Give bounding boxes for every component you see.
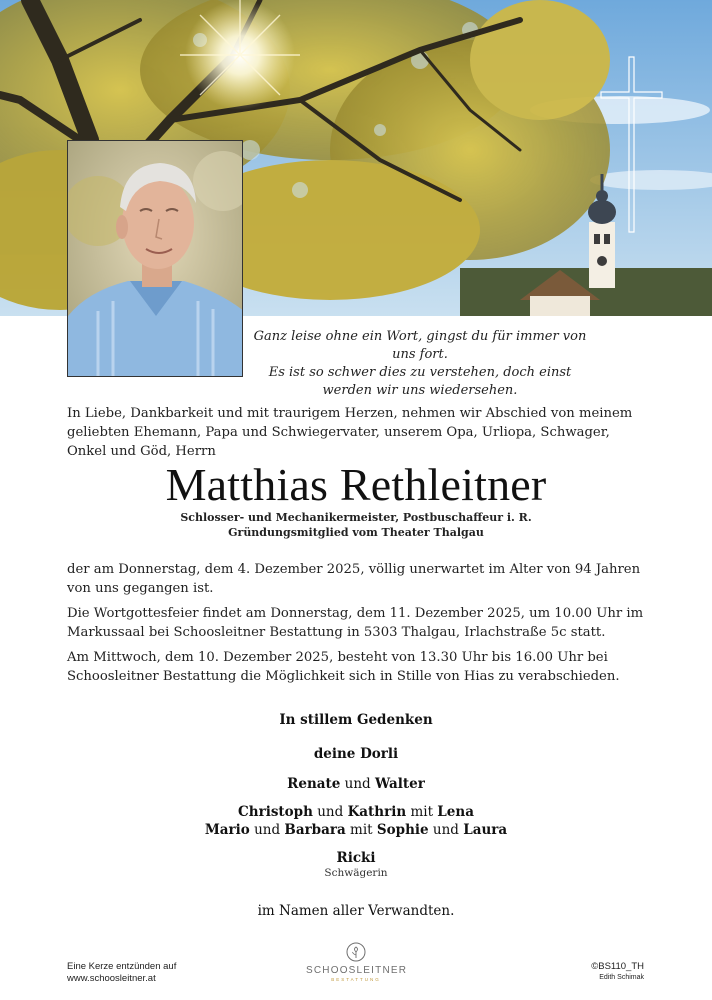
mourners-heading: In stillem Gedenken [279,712,433,728]
conjunction: mit [410,804,433,820]
mourner-line [0,803,712,822]
intro-text: In Liebe, Dankbarkeit und mit traurigem Herzen, nehmen wir Abschied von meinem geliebten Ehemann, Papa und Schwiegervater, unserem Opa, Urliopa, Schwager, Onkel und Göd, Herrn [67,406,633,459]
conjunction: und [317,804,344,820]
role-line: Schlosser- und Mechanikermeister, Postbuschaffeur i. R. [180,511,532,524]
mourner-line [0,775,712,794]
deceased-name: Matthias Rethleitner [165,459,547,510]
rose-emblem-icon [346,942,366,962]
mourner-wife: deine Dorli [313,746,399,762]
mourner-name: Kathrin [347,804,407,820]
poem [250,328,590,400]
mourner-name: Lena [437,804,474,820]
brand-name: SCHOOSLEITNER [306,965,408,976]
mourner-name: Sophie [376,822,429,838]
reference-block [591,961,644,983]
deceased-roles [0,510,712,540]
service-paragraph: Die Wortgottesfeier findet am Donnerstag, dem 11. Dezember 2025, um 10.00 Uhr im Markussaal bei Schoosleitner Bestattung in 5303 Thalgau, Irlachstraße 5c statt. [67,606,644,640]
brand-subtitle: BESTATTUNG [331,977,381,982]
poem-line: Ganz leise ohne ein Wort, gingst du für immer von uns fort. [253,329,587,362]
poem-line: Es ist so schwer dies zu verstehen, doch einst [268,365,572,380]
reference-code: ©BS110_TH [591,961,644,972]
mourner-ricki: Ricki [336,850,376,866]
farewell-paragraph: Am Mittwoch, dem 10. Dezember 2025, besteht von 13.30 Uhr bis 16.00 Uhr bei Schoosleitner Bestattung die Möglichkeit sich in Stille von Hias zu verabschieden. [67,650,620,684]
mourner-name: Renate [287,776,341,792]
candle-text: Eine Kerze entzünden auf [67,961,177,972]
conjunction: und [344,776,371,792]
conjunction: mit [350,822,373,838]
poem-line: werden wir uns wiedersehen. [322,383,518,398]
death-notice-paragraph: der am Donnerstag, dem 4. Dezember 2025, völlig unerwartet im Alter von 94 Jahren von uns gegangen ist. [67,562,641,596]
artist-credit: Edith Schimak [599,974,644,981]
closing-line: im Namen aller Verwandten. [257,903,455,919]
mourner-name: Christoph [238,804,313,820]
website-link[interactable]: www.schoosleitner.at [67,973,156,984]
funeral-home-logo [306,942,406,982]
portrait-photo [67,140,243,377]
mourner-name: Laura [463,822,508,838]
mourner-relation: Schwägerin [324,867,388,879]
mourner-line [0,821,712,840]
role-line: Gründungsmitglied vom Theater Thalgau [228,526,484,539]
mourner-name: Walter [375,776,425,792]
candle-notice [67,961,176,985]
mourner-name: Mario [204,822,250,838]
conjunction: und [254,822,281,838]
mourner-name: Barbara [284,822,346,838]
conjunction: und [432,822,459,838]
